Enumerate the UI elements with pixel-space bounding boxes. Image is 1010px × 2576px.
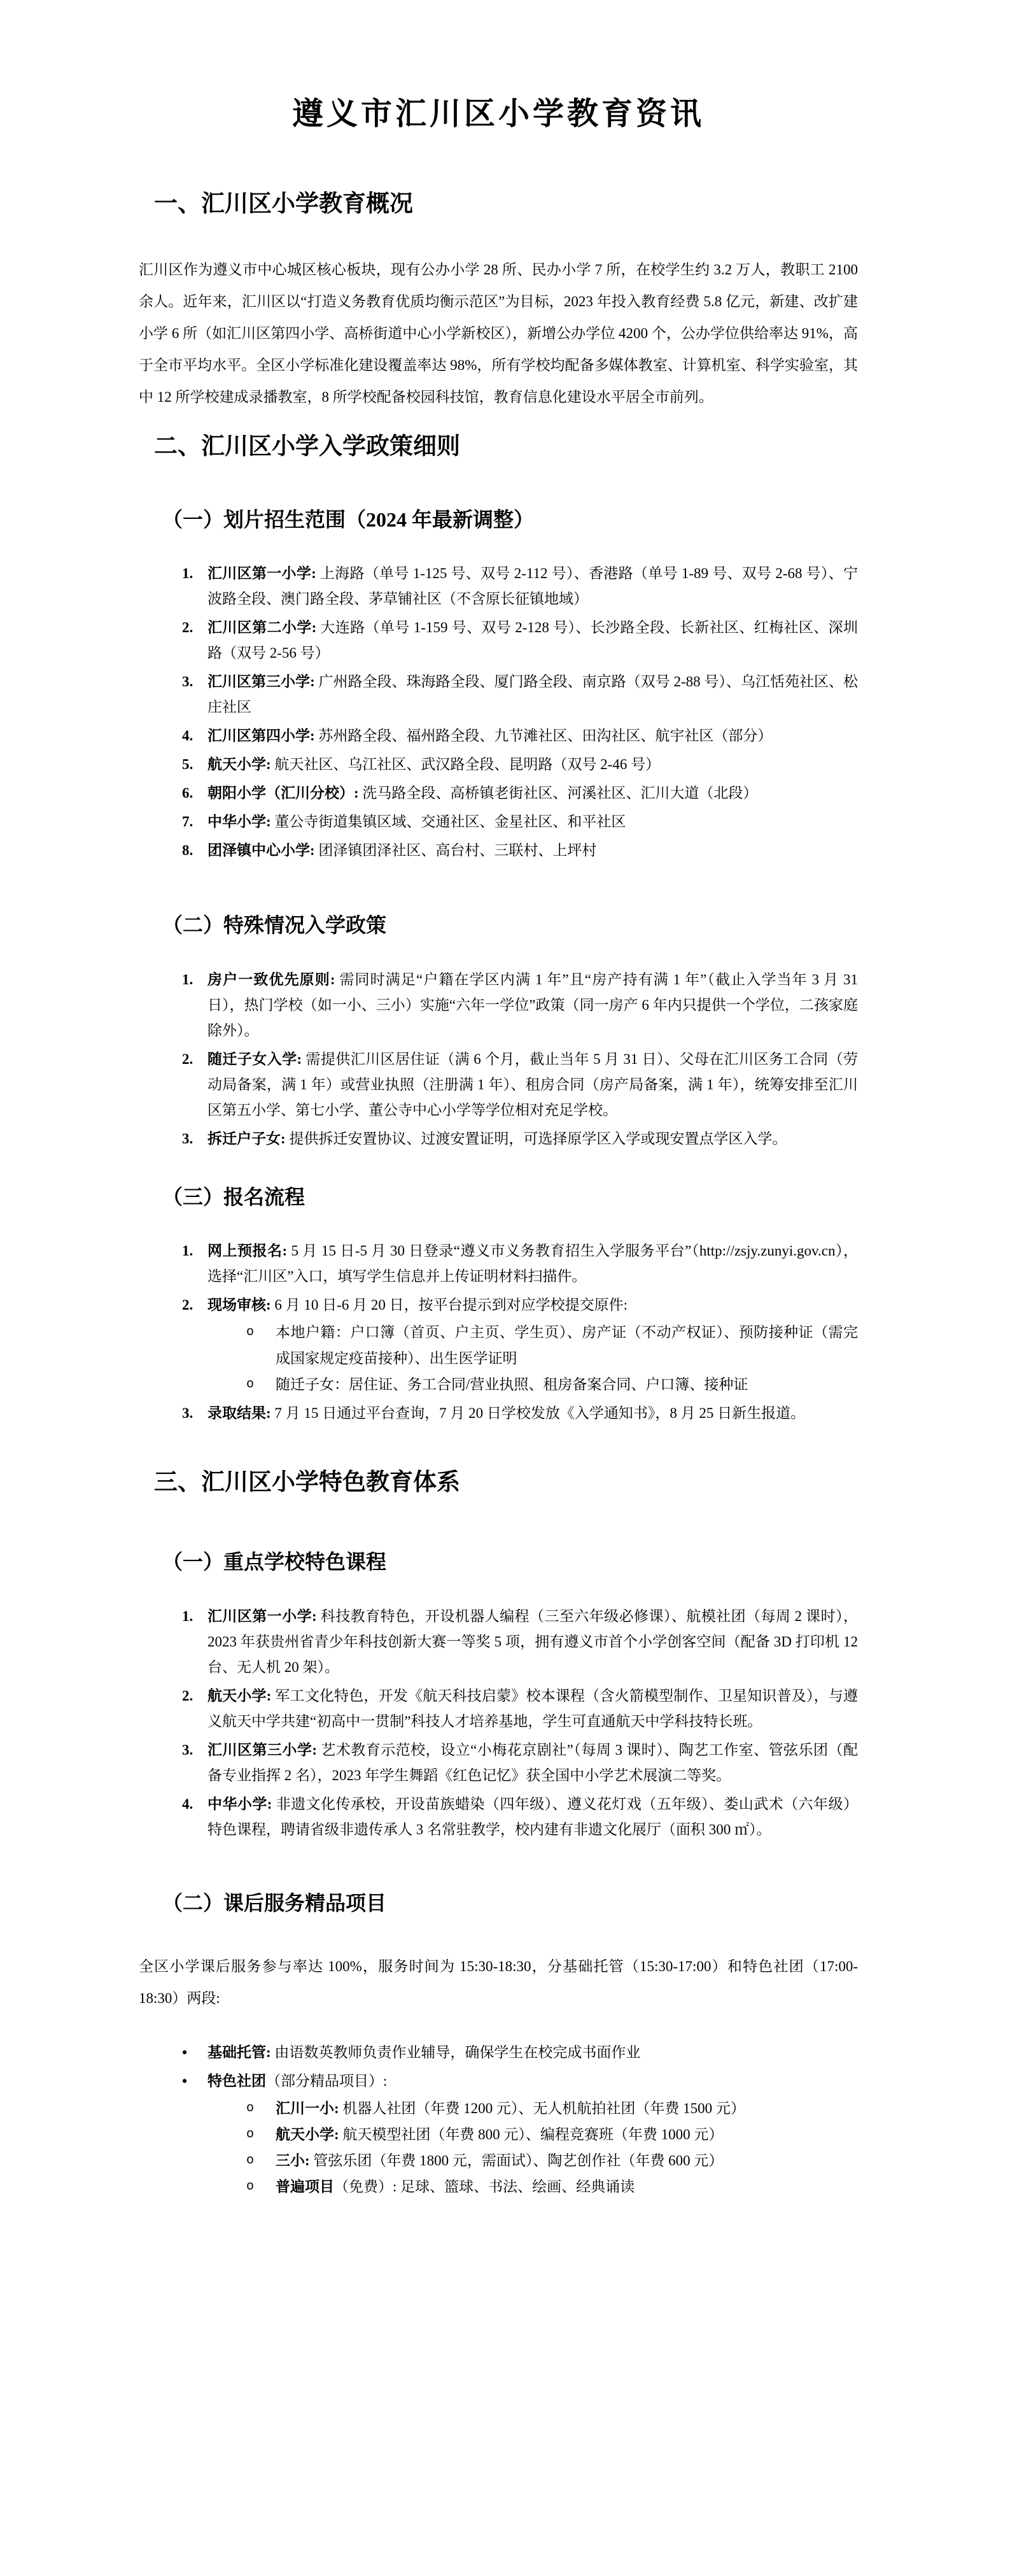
list-item-text: 洗马路全段、高桥镇老街社区、河溪社区、汇川大道（北段） bbox=[362, 785, 758, 802]
bullet-item-content bbox=[207, 2069, 858, 2200]
sub-item-text: 航天模型社团（年费 800 元）、编程竞赛班（年费 1000 元） bbox=[342, 2127, 724, 2143]
bullet-item-text: （部分精品项目）: bbox=[266, 2073, 388, 2090]
list-item-content bbox=[207, 561, 858, 612]
school-name-label: 航天小学: bbox=[207, 1687, 276, 1704]
list-item-text: 艺术教育示范校，设立“小梅花京剧社”（每周 3 课时）、陶艺工作室、管弦乐团（配备专业指挥 2 名），2023 年学生舞蹈《红色记忆》获全国中小学艺术展演二等奖。 bbox=[207, 1741, 858, 1783]
special-cases-list bbox=[139, 967, 858, 1152]
list-item-text: 大连路（单号 1-159 号、双号 2-128 号）、长沙路全段、长新社区、红梅社区、深圳路（双号 2-56 号） bbox=[207, 619, 858, 662]
section-heading-features: 三、汇川区小学特色教育体系 bbox=[154, 1469, 460, 1496]
list-item-content bbox=[207, 1047, 858, 1123]
sub-item-text: 居住证、务工合同/营业执照、租房备案合同、户口簿、接种证 bbox=[349, 1376, 748, 1393]
list-item-text: 军工文化特色，开发《航天科技启蒙》校本课程（含火箭模型制作、卫星知识普及），与遵义航天中学共建“初高中一贯制”科技人才培养基地，学生可直通航天中学科技特长班。 bbox=[207, 1687, 858, 1729]
list-item-text: 广州路全段、珠海路全段、厦门路全段、南京路（双号 2-88 号）、乌江恬苑社区、松庄社区 bbox=[207, 674, 858, 716]
list-item-number: 3. bbox=[182, 674, 193, 690]
list-item bbox=[139, 1126, 858, 1152]
list-item-content bbox=[207, 781, 858, 806]
list-item-number: 1. bbox=[182, 1243, 193, 1259]
section-heading-overview: 一、汇川区小学教育概况 bbox=[154, 190, 413, 217]
list-item-number: 2. bbox=[182, 1051, 193, 1067]
list-item-text: 需提供汇川区居住证（满 6 个月，截止当年 5 月 31 日）、父母在汇川区务工合同（劳动局备案，满 1 年）或营业执照（注册满 1 年）、租房合同（房产局备案，满 1 年），统筹安排至汇川区第五小学、第七小学、董公寺中心小学等学位相对充足学校。 bbox=[207, 1051, 858, 1118]
sub-item-text: （免费）: 足球、篮球、书法、绘画、经典诵读 bbox=[334, 2179, 635, 2195]
courses-list bbox=[139, 1604, 858, 1843]
bullet-item-text: 由语数英教师负责作业辅导，确保学生在校完成书面作业 bbox=[274, 2044, 641, 2061]
list-item-number: 3. bbox=[182, 1405, 193, 1422]
list-item-number: 1. bbox=[182, 1608, 193, 1624]
sub-item-label: 本地户籍： bbox=[276, 1324, 351, 1341]
list-item-text: 董公寺街道集镇区域、交通社区、金星社区、和平社区 bbox=[274, 814, 626, 830]
school-name-label: 中华小学: bbox=[207, 1795, 276, 1812]
sub-item-label: 随迁子女： bbox=[276, 1376, 349, 1393]
list-item-content bbox=[207, 752, 858, 777]
list-item bbox=[139, 669, 858, 720]
list-item-content bbox=[207, 669, 858, 720]
sub-item-text: 机器人社团（年费 1200 元）、无人机航拍社团（年费 1500 元） bbox=[342, 2100, 745, 2117]
list-item bbox=[139, 967, 858, 1044]
service-name-label: 基础托管: bbox=[207, 2044, 275, 2061]
sub-list-item bbox=[207, 2174, 858, 2200]
list-item bbox=[139, 1401, 858, 1426]
list-item-number: 2. bbox=[182, 619, 193, 636]
policy-name-label: 拆迁户子女: bbox=[207, 1130, 290, 1147]
list-item bbox=[139, 809, 858, 835]
school-name-label: 中华小学: bbox=[207, 814, 275, 830]
subsection-heading-afterschool: （二）课后服务精品项目 bbox=[162, 1891, 387, 1914]
circle-bullet-marker: o bbox=[246, 1325, 255, 1340]
circle-bullet-marker: o bbox=[246, 1377, 255, 1392]
list-item-content bbox=[207, 838, 858, 863]
list-item-content bbox=[207, 1737, 858, 1788]
list-item-text: 提供拆迁安置协议、过渡安置证明，可选择原学区入学或现安置点学区入学。 bbox=[289, 1130, 787, 1147]
sub-list-item bbox=[207, 1371, 858, 1398]
list-item bbox=[139, 1238, 858, 1289]
circle-bullet-marker: o bbox=[246, 2127, 255, 2142]
list-item-content bbox=[207, 723, 858, 749]
document-requirements-sublist bbox=[207, 1319, 858, 1398]
list-item bbox=[139, 615, 858, 666]
list-item bbox=[139, 1292, 858, 1398]
section-heading-policy: 二、汇川区小学入学政策细则 bbox=[154, 432, 460, 459]
policy-name-label: 随迁子女入学: bbox=[207, 1051, 306, 1067]
bullet-marker: • bbox=[182, 2044, 188, 2061]
list-item-text: 苏州路全段、福州路全段、九节滩社区、田沟社区、航宇社区（部分） bbox=[318, 728, 773, 744]
list-item bbox=[139, 723, 858, 749]
bullet-marker: • bbox=[182, 2073, 188, 2090]
list-item-number: 3. bbox=[182, 1741, 193, 1758]
list-item-number: 8. bbox=[182, 842, 193, 859]
list-item-content bbox=[207, 1792, 858, 1843]
list-item-number: 4. bbox=[182, 1795, 193, 1812]
list-item bbox=[139, 1792, 858, 1843]
list-item-text: 6 月 10 日-6 月 20 日，按平台提示到对应学校提交原件: bbox=[274, 1297, 628, 1313]
bullet-item-content bbox=[207, 2040, 858, 2065]
list-item-content bbox=[207, 1126, 858, 1152]
enrollment-process-list bbox=[139, 1238, 858, 1426]
subsection-heading-zoning: （一）划片招生范围（2024 年最新调整） bbox=[162, 507, 535, 531]
list-item-text: 团泽镇团泽社区、高台村、三联村、上坪村 bbox=[318, 842, 597, 859]
school-name-label: 汇川区第四小学: bbox=[207, 728, 319, 744]
list-item-text: 科技教育特色，开设机器人编程（三至六年级必修课）、航模社团（每周 2 课时），2023 年获贵州省青少年科技创新大赛一等奖 5 项，拥有遵义市首个小学创客空间（配备 3D 打印机 12 台、无人机 20 架）。 bbox=[207, 1608, 858, 1675]
overview-paragraph: 汇川区作为遵义市中心城区核心板块，现有公办小学 28 所、民办小学 7 所，在校学生约 3.2 万人，教职工 2100 余人。近年来，汇川区以“打造义务教育优质均衡示范区”为目标，2023 年投入教育经费 5.8 亿元，新建、改扩建小学 6 所（如汇川区第四小学、高桥街道中心小学新校区），新增公办学位 4200 个，公办学位供给率达 91%，高于全市平均水平。全区小学标准化建设覆盖率达 98%，所有学校均配备多媒体教室、计算机室、科学实验室，其中 12 所学校建成录播教室，8 所学校配备校园科技馆，教育信息化建设水平居全市前列。 bbox=[139, 261, 858, 405]
list-item bbox=[139, 752, 858, 777]
sub-list-item bbox=[207, 2095, 858, 2121]
bullet-item bbox=[139, 2040, 858, 2065]
school-name-label: 汇川区第一小学: bbox=[207, 565, 320, 582]
zoning-list bbox=[139, 561, 858, 863]
afterschool-paragraph: 全区小学课后服务参与率达 100%，服务时间为 15:30-18:30，分基础托管（15:30-17:00）和特色社团（17:00-18:30）两段: bbox=[139, 1958, 858, 2007]
club-school-label: 普遍项目 bbox=[276, 2179, 334, 2195]
subsection-heading-special-cases: （二）特殊情况入学政策 bbox=[162, 914, 387, 937]
list-item-content bbox=[207, 1292, 858, 1398]
sub-list-item-content bbox=[276, 2095, 858, 2121]
sub-list-item-content bbox=[276, 1319, 858, 1371]
list-item-text: 7 月 15 日通过平台查询，7 月 20 日学校发放《入学通知书》，8 月 25 日新生报道。 bbox=[274, 1405, 806, 1422]
subsection-heading-courses: （一）重点学校特色课程 bbox=[162, 1550, 387, 1574]
club-school-label: 三小: bbox=[276, 2153, 314, 2169]
bullet-item bbox=[139, 2069, 858, 2200]
school-name-label: 团泽镇中心小学: bbox=[207, 842, 319, 859]
circle-bullet-marker: o bbox=[246, 2179, 255, 2195]
sub-list-item-content bbox=[276, 2174, 858, 2200]
policy-name-label: 房户一致优先原则: bbox=[207, 971, 340, 987]
list-item bbox=[139, 1047, 858, 1123]
list-item bbox=[139, 1604, 858, 1680]
list-item bbox=[139, 561, 858, 612]
school-name-label: 汇川区第三小学: bbox=[207, 1741, 321, 1758]
list-item bbox=[139, 1683, 858, 1734]
school-name-label: 汇川区第三小学: bbox=[207, 674, 319, 690]
list-item-number: 5. bbox=[182, 756, 193, 773]
list-item-content bbox=[207, 967, 858, 1044]
list-item-text: 上海路（单号 1-125 号、双号 2-112 号）、香港路（单号 1-89 号、双号 2-68 号）、宁波路全段、澳门路全段、茅草铺社区（不含原长征镇地域） bbox=[207, 565, 858, 607]
school-name-label: 汇川区第一小学: bbox=[207, 1608, 321, 1624]
circle-bullet-marker: o bbox=[246, 2153, 255, 2169]
list-item-number: 7. bbox=[182, 814, 193, 830]
list-item-content bbox=[207, 1238, 858, 1289]
list-item-number: 3. bbox=[182, 1130, 193, 1147]
list-item-content bbox=[207, 1401, 858, 1426]
list-item-content bbox=[207, 1604, 858, 1680]
afterschool-bullet-list bbox=[139, 2040, 858, 2200]
document-title: 遵义市汇川区小学教育资讯 bbox=[291, 96, 705, 131]
club-sublist bbox=[207, 2095, 858, 2200]
document-page bbox=[0, 93, 1010, 2576]
list-item bbox=[139, 838, 858, 863]
list-item-content bbox=[207, 809, 858, 835]
school-name-label: 汇川区第二小学: bbox=[207, 619, 321, 636]
school-name-label: 朝阳小学（汇川分校）: bbox=[207, 785, 363, 802]
club-school-label: 航天小学: bbox=[276, 2127, 343, 2143]
list-item-number: 1. bbox=[182, 971, 193, 987]
club-school-label: 汇川一小: bbox=[276, 2100, 343, 2117]
service-name-label: 特色社团 bbox=[207, 2073, 266, 2090]
circle-bullet-marker: o bbox=[246, 2101, 255, 2116]
step-name-label: 现场审核: bbox=[207, 1297, 275, 1313]
list-item-text: 航天社区、乌江社区、武汉路全段、昆明路（双号 2-46 号） bbox=[274, 756, 661, 773]
list-item-text: 非遗文化传承校，开设苗族蜡染（四年级）、遵义花灯戏（五年级）、娄山武术（六年级）特色课程，聘请省级非遗传承人 3 名常驻教学，校内建有非遗文化展厅（面积 300 ㎡）。 bbox=[207, 1795, 858, 1837]
list-item-text: 需同时满足“户籍在学区内满 1 年”且“房产持有满 1 年”（截止入学当年 3 月 31 日），热门学校（如一小、三小）实施“六年一学位”政策（同一房产 6 年内只提供一个学位，二孩家庭除外）。 bbox=[207, 971, 858, 1038]
sub-list-item bbox=[207, 2121, 858, 2148]
list-item-content bbox=[207, 615, 858, 666]
list-item bbox=[139, 1737, 858, 1788]
list-item-number: 6. bbox=[182, 785, 193, 802]
sub-list-item-content bbox=[276, 2148, 858, 2174]
list-item-number: 1. bbox=[182, 565, 193, 582]
list-item-text: 5 月 15 日-5 月 30 日登录“遵义市义务教育招生入学服务平台”（http://zsjy.zunyi.gov.cn），选择“汇川区”入口，填写学生信息并上传证明材料扫描件。 bbox=[207, 1243, 858, 1285]
sub-list-item bbox=[207, 2148, 858, 2174]
list-item-number: 4. bbox=[182, 728, 193, 744]
sub-list-item bbox=[207, 1319, 858, 1371]
list-item-number: 2. bbox=[182, 1297, 193, 1313]
subsection-heading-enrollment-process: （三）报名流程 bbox=[162, 1185, 305, 1208]
list-item bbox=[139, 781, 858, 806]
sub-item-text: 户口簿（首页、户主页、学生页）、房产证（不动产权证）、预防接种证（需完成国家规定疫苗接种）、出生医学证明 bbox=[276, 1324, 859, 1367]
step-name-label: 录取结果: bbox=[207, 1405, 275, 1422]
sub-list-item-content bbox=[276, 2121, 858, 2148]
list-item-number: 2. bbox=[182, 1687, 193, 1704]
sub-list-item-content bbox=[276, 1371, 858, 1398]
sub-item-text: 管弦乐团（年费 1800 元，需面试）、陶艺创作社（年费 600 元） bbox=[313, 2153, 724, 2169]
school-name-label: 航天小学: bbox=[207, 756, 275, 773]
list-item-content bbox=[207, 1683, 858, 1734]
step-name-label: 网上预报名: bbox=[207, 1243, 291, 1259]
